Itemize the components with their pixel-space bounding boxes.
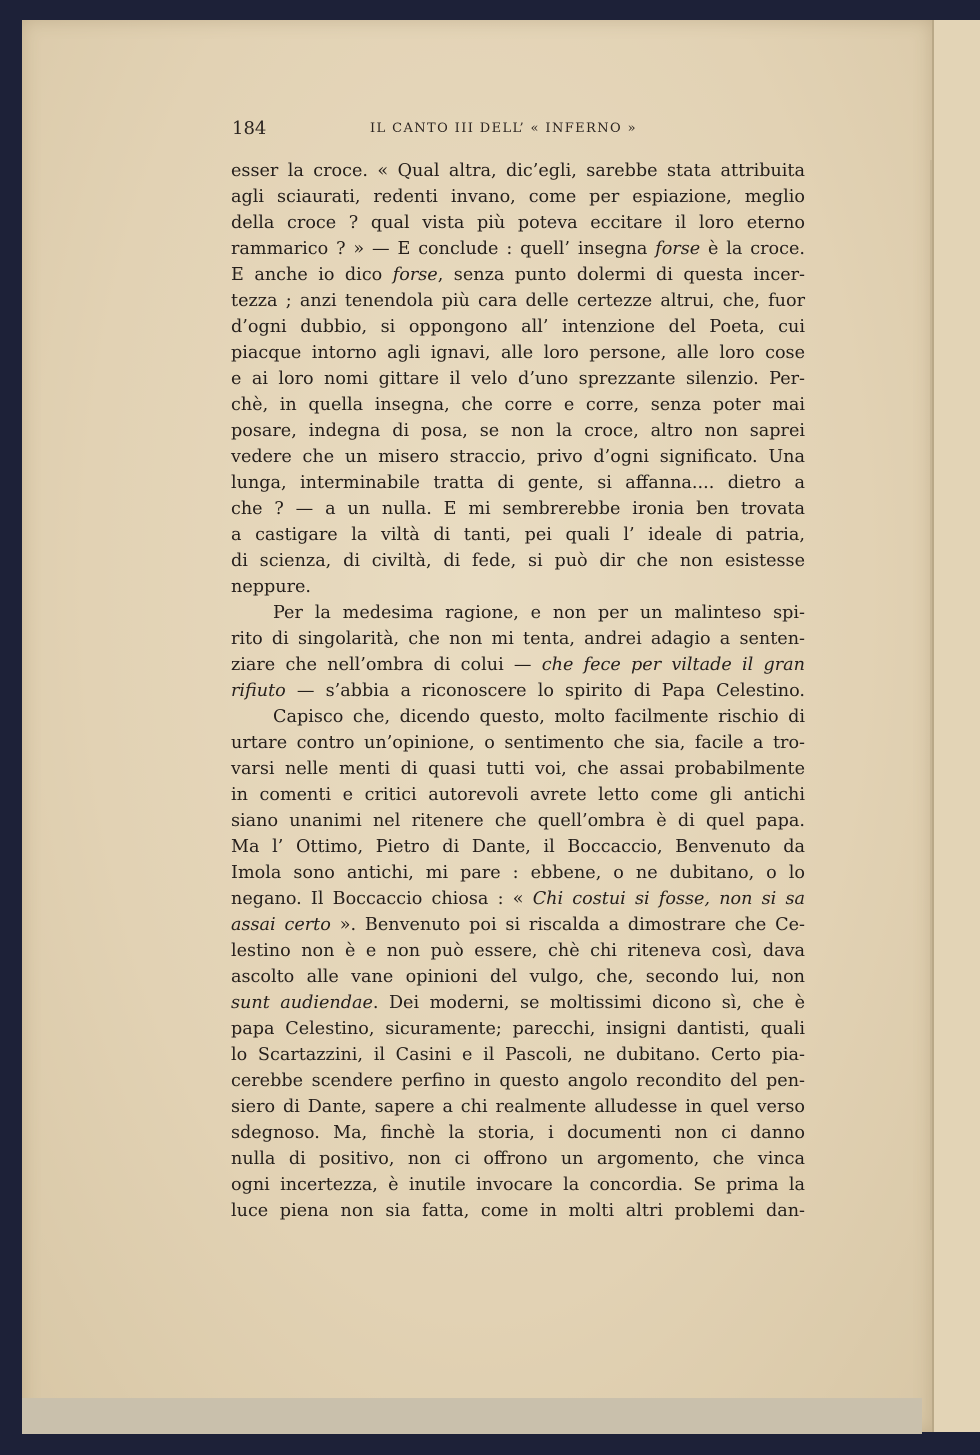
- text-line: cerebbe scendere perfino in questo angolo recondito del pen-: [231, 1071, 805, 1091]
- text-line: [231, 912, 805, 938]
- text-line: ogni incertezza, è inutile invocare la concordia. Se prima la: [231, 1175, 805, 1195]
- text-line: della croce ? qual vista più poteva eccitare il loro eterno: [231, 213, 805, 233]
- text-line: chè, in quella insegna, che corre e corre, senza poter mai: [231, 395, 805, 415]
- text-line: lo Scartazzini, il Casini e il Pascoli, ne dubitano. Certo pia-: [231, 1045, 805, 1065]
- text-line: di scienza, di civiltà, di fede, si può dir che non esistesse: [231, 551, 805, 571]
- page-edge-strip: [22, 1398, 922, 1434]
- text-run: rammarico ? » — E conclude : quell’ insegna: [231, 239, 656, 259]
- text-line: tezza ; anzi tenendola più cara delle certezze altrui, che, fuor: [231, 291, 805, 311]
- italic-quote: rifiuto: [231, 681, 286, 701]
- text-line: esser la croce. « Qual altra, dic’egli, sarebbe stata attribuita: [231, 161, 805, 181]
- text-line: [231, 990, 805, 1016]
- text-line: agli sciaurati, redenti invano, come per espiazione, meglio: [231, 187, 805, 207]
- text-line: lunga, interminabile tratta di gente, si affanna.... dietro a: [231, 473, 805, 493]
- facing-page-edge: [932, 20, 980, 1432]
- italic-quote: sunt audiendae: [231, 993, 373, 1013]
- body-text: [231, 158, 805, 1224]
- text-line: papa Celestino, sicuramente; parecchi, insigni dantisti, quali: [231, 1019, 805, 1039]
- italic-word: forse: [392, 265, 438, 285]
- text-line: d’ogni dubbio, si oppongono all’ intenzione del Poeta, cui: [231, 317, 805, 337]
- text-run: è la croce.: [700, 239, 805, 259]
- italic-quote: che fece per viltade il gran: [541, 655, 805, 675]
- text-line: urtare contro un’opinione, o sentimento che sia, facile a tro-: [231, 733, 805, 753]
- text-run: , senza punto dolermi di questa incer-: [437, 265, 805, 285]
- text-line: che ? — a un nulla. E mi sembrerebbe ironia ben trovata: [231, 499, 805, 519]
- text-line: luce piena non sia fatta, come in molti altri problemi dan-: [231, 1201, 805, 1221]
- text-line: ascolto alle vane opinioni del vulgo, che, secondo lui, non: [231, 967, 805, 987]
- text-line: in comenti e critici autorevoli avrete letto come gli antichi: [231, 785, 805, 805]
- text-line: Ma l’ Ottimo, Pietro di Dante, il Boccaccio, Benvenuto da: [231, 837, 805, 857]
- text-line: [231, 236, 805, 262]
- text-line: [231, 262, 805, 288]
- text-line: siano unanimi nel ritenere che quell’ombra è di quel papa.: [231, 811, 805, 831]
- text-line: vedere che un misero straccio, privo d’ogni significato. Una: [231, 447, 805, 467]
- text-run: negano. Il Boccaccio chiosa : «: [231, 889, 533, 909]
- text-line: Imola sono antichi, mi pare : ebbene, o ne dubitano, o lo: [231, 863, 805, 883]
- text-line: a castigare la viltà di tanti, pei quali l’ ideale di patria,: [231, 525, 805, 545]
- text-line: neppure.: [231, 577, 312, 597]
- text-line: [231, 886, 805, 912]
- text-run: . Dei moderni, se moltissimi dicono sì, che è: [372, 993, 805, 1013]
- text-line: [231, 678, 805, 704]
- text-line: nulla di positivo, non ci offrono un argomento, che vinca: [231, 1149, 805, 1169]
- text-line: e ai loro nomi gittare il velo d’uno sprezzante silenzio. Per-: [231, 369, 805, 389]
- text-line: varsi nelle menti di quasi tutti voi, che assai probabilmente: [231, 759, 805, 779]
- page-number: 184: [232, 118, 267, 139]
- paragraph-start-line: Per la medesima ragione, e non per un malinteso spi-: [273, 603, 805, 623]
- running-head: [232, 118, 806, 140]
- text-line: lestino non è e non può essere, chè chi riteneva così, dava: [231, 941, 805, 961]
- italic-quote: Chi costui si fosse, non si sa: [532, 889, 806, 909]
- italic-quote: assai certo: [231, 915, 331, 935]
- text-line: rito di singolarità, che non mi tenta, andrei adagio a senten-: [231, 629, 805, 649]
- text-run: ziare che nell’ombra di colui —: [231, 655, 542, 675]
- running-title: IL CANTO III DELL’ « INFERNO »: [370, 121, 637, 136]
- text-line: [231, 652, 805, 678]
- paragraph-start-line: Capisco che, dicendo questo, molto facilmente rischio di: [273, 707, 805, 727]
- italic-word: forse: [655, 239, 701, 259]
- text-line: siero di Dante, sapere a chi realmente alludesse in quel verso: [231, 1097, 805, 1117]
- facing-page-rule: [930, 160, 932, 1230]
- text-run: E anche io dico: [231, 265, 393, 285]
- text-line: piacque intorno agli ignavi, alle loro persone, alle loro cose: [231, 343, 805, 363]
- text-run: ». Benvenuto poi si riscalda a dimostrare che Ce-: [330, 915, 805, 935]
- text-run: — s’abbia a riconoscere lo spirito di Papa Celestino.: [285, 681, 805, 701]
- text-line: posare, indegna di posa, se non la croce, altro non saprei: [231, 421, 805, 441]
- text-line: sdegnoso. Ma, finchè la storia, i documenti non ci danno: [231, 1123, 805, 1143]
